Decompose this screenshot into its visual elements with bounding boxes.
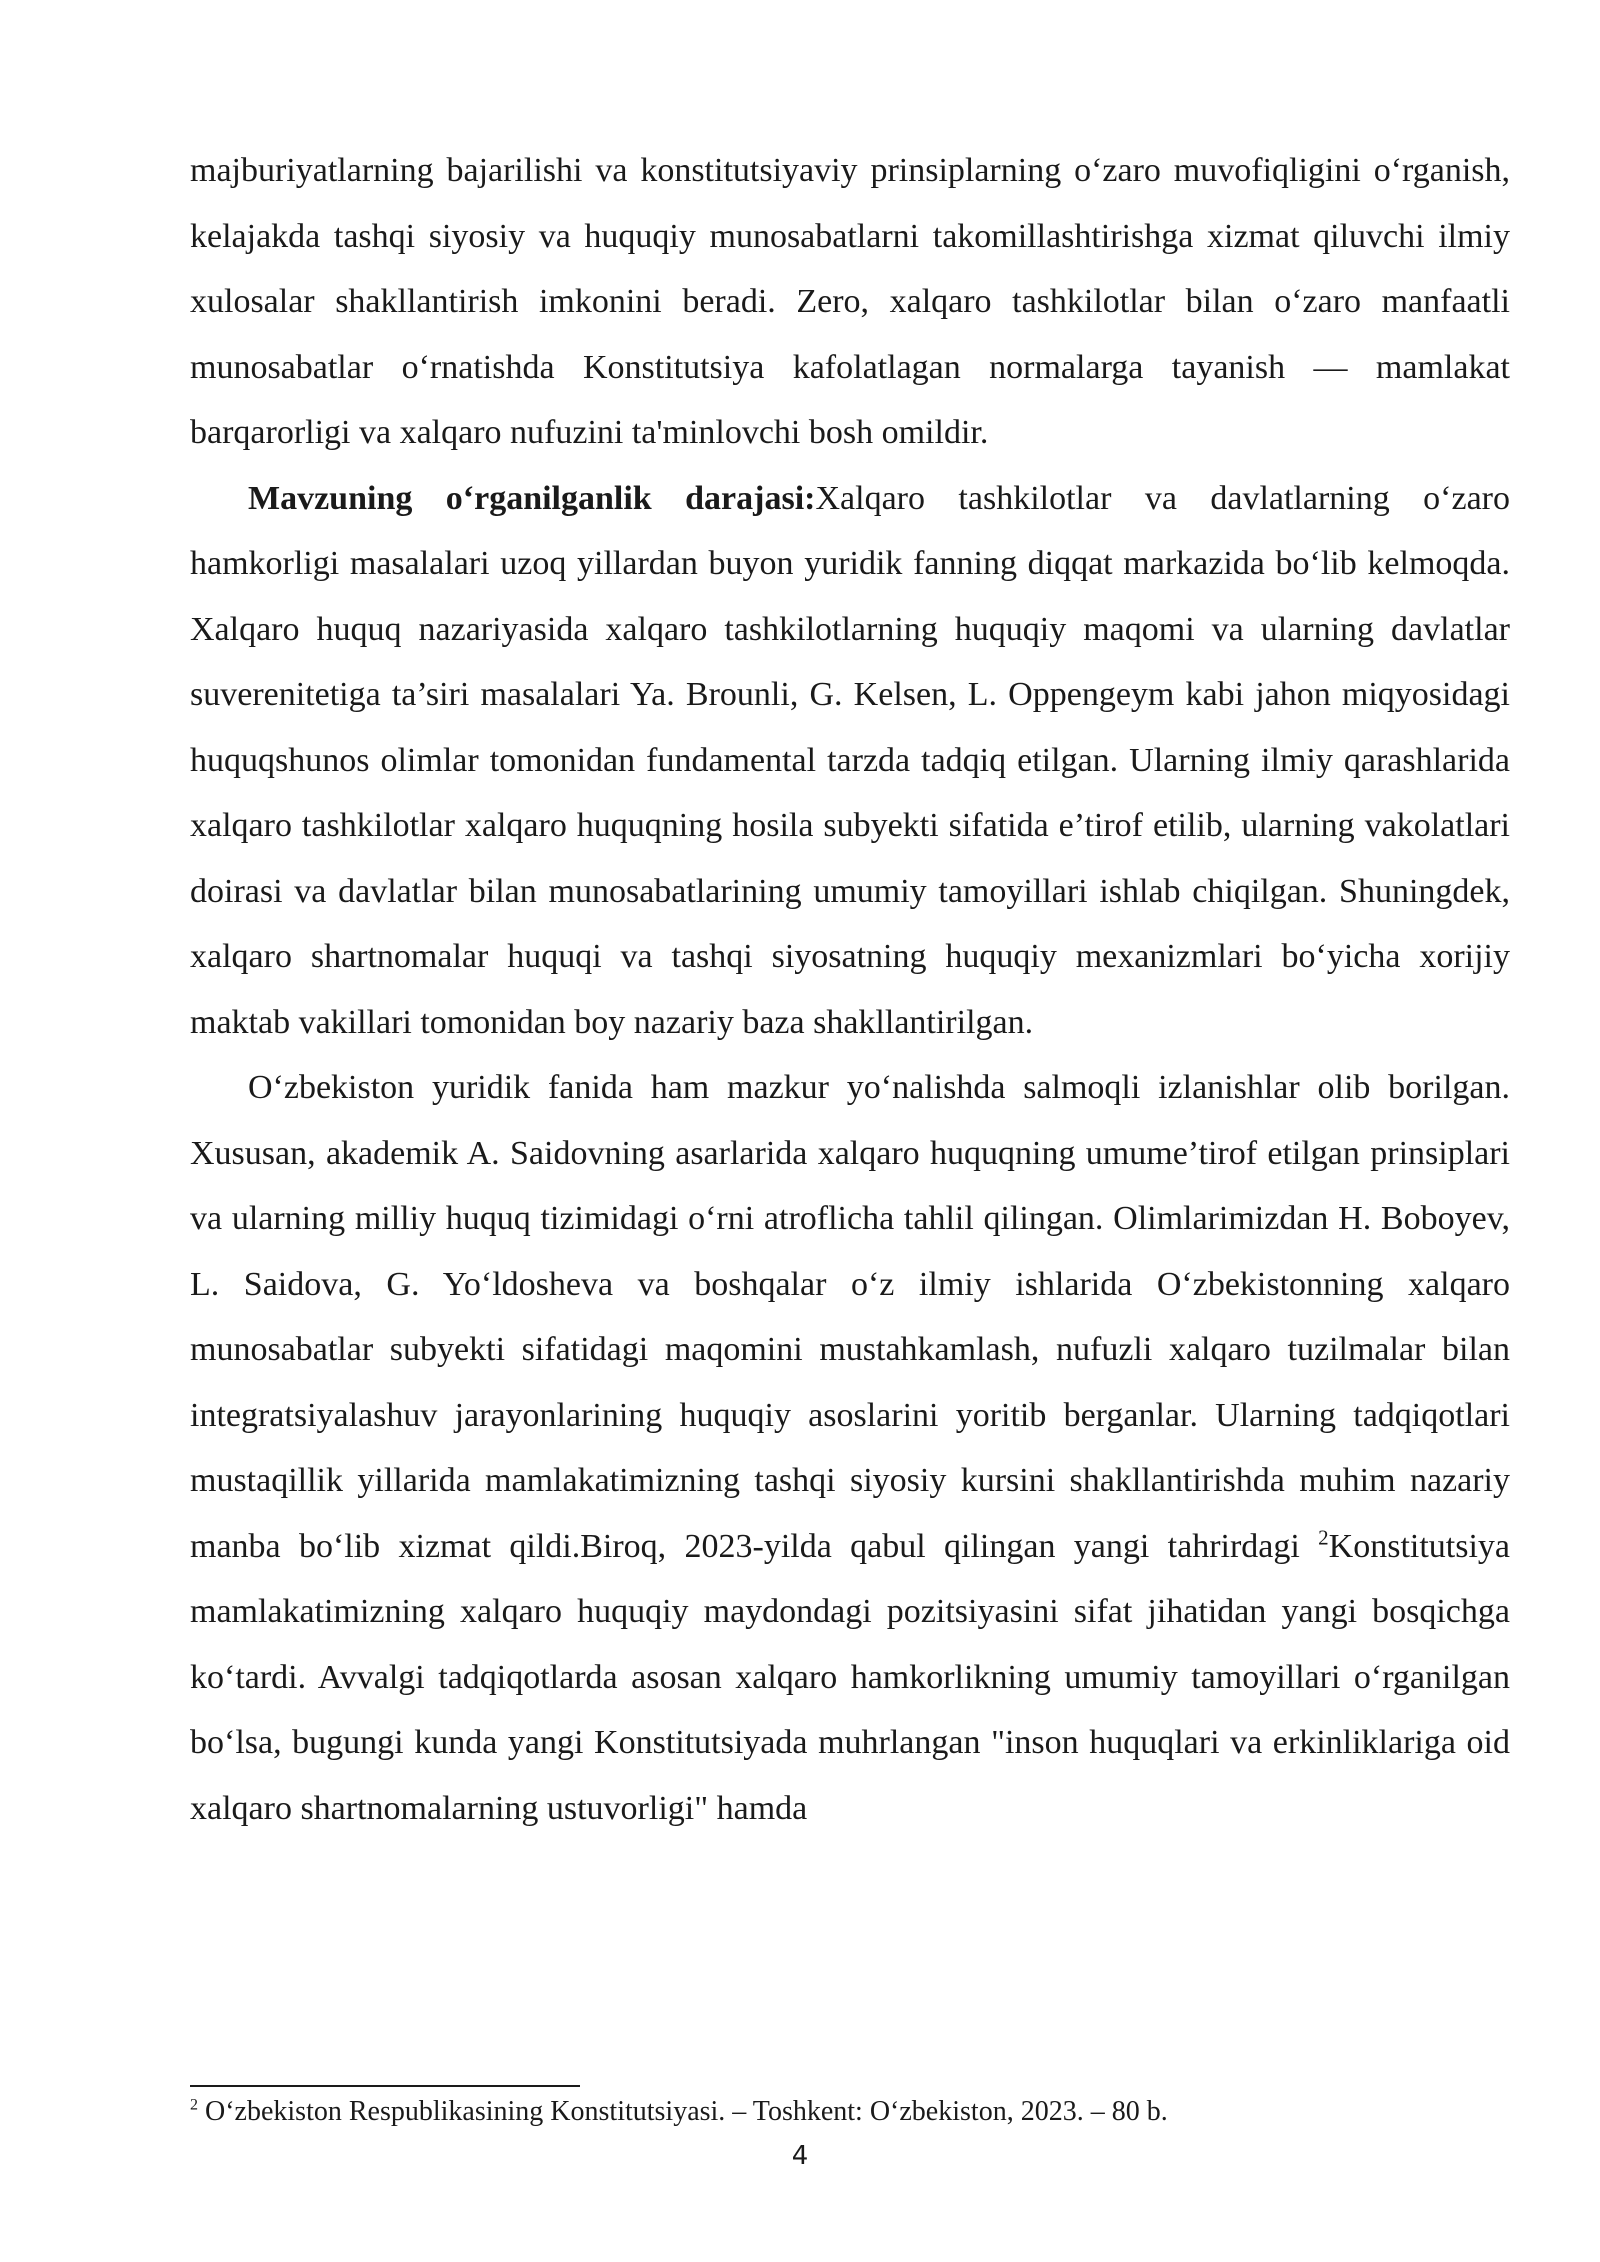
paragraph-uzbek-research: [190, 1055, 1510, 1841]
page-number: 4: [791, 2141, 809, 2171]
footnote: [190, 2094, 1510, 2130]
paragraph-intro: [190, 138, 1510, 466]
section-heading: Mavzuning o‘rganilganlik darajasi:: [248, 479, 816, 517]
paragraph-research-degree: [190, 466, 1510, 1056]
footnote-separator: [190, 2085, 580, 2087]
paragraph-uzbek-research-text-after: Konstitutsiya mamlakatimizning xalqaro huquqiy maydondagi pozitsiyasini sifat jihatidan yangi bosqichga ko‘tardi. Avvalgi tadqiqotlarda asosan xalqaro hamkorlikning umumiy tamoyillari o‘rganilgan bo‘lsa, bugungi kunda yangi Konstitutsiyada muhrlangan "inson huquqlari va erkinliklariga oid xalqaro shartnomalarning ustuvorligi" hamda: [190, 1527, 1510, 1827]
footnote-reference[interactable]: 2: [1318, 1525, 1329, 1550]
paragraph-intro-text: majburiyatlarning bajarilishi va konstitutsiyaviy prinsiplarning o‘zaro muvofiqligini o‘rganish, kelajakda tashqi siyosiy va huquqiy munosabatlarni takomillashtirishga xizmat qiluvchi ilmiy xulosalar shakllantirish imkonini beradi. Zero, xalqaro tashkilotlar bilan o‘zaro manfaatli munosabatlar o‘rnatishda Konstitutsiya kafolatlagan normalarga tayanish — mamlakat barqarorligi va xalqaro nufuzini ta'minlovchi bosh omildir.: [190, 152, 1510, 451]
footnote-text: O‘zbekiston Respublikasining Konstitutsiyasi. – Toshkent: O‘zbekiston, 2023. – 80 b.: [198, 2096, 1168, 2127]
paragraph-research-degree-text: Xalqaro tashkilotlar va davlatlarning o‘zaro hamkorligi masalalari uzoq yillardan buyon yuridik fanning diqqat markazida bo‘lib kelmoqda. Xalqaro huquq nazariyasida xalqaro tashkilotlarning huquqiy maqomi va ularning davlatlar suverenitetiga ta’siri masalalari Ya. Brounli, G. Kelsen, L. Oppengeym kabi jahon miqyosidagi huquqshunos olimlar tomonidan fundamental tarzda tadqiq etilgan. Ularning ilmiy qarashlarida xalqaro tashkilotlar xalqaro huquqning hosila subyekti sifatida e’tirof etilib, ularning vakolatlari doirasi va davlatlar bilan munosabatlarining umumiy tamoyillari ishlab chiqilgan. Shuningdek, xalqaro shartnomalar huquqi va tashqi siyosatning huquqiy mexanizmlari bo‘yicha xorijiy maktab vakillari tomonidan boy nazariy baza shakllantirilgan.: [190, 479, 1510, 1041]
paragraph-uzbek-research-text-before: O‘zbekiston yuridik fanida ham mazkur yo‘nalishda salmoqli izlanishlar olib borilgan. Xususan, akademik A. Saidovning asarlarida xalqaro huquqning umume’tirof etilgan prinsiplari va ularning milliy huquq tizimidagi o‘rni atroflicha tahlil qilingan. Olimlarimizdan H. Boboyev, L. Saidova, G. Yo‘ldosheva va boshqalar o‘z ilmiy ishlarida O‘zbekistonning xalqaro munosabatlar subyekti sifatidagi maqomini mustahkamlash, nufuzli xalqaro tuzilmalar bilan integratsiyalashuv jarayonlarining huquqiy asoslarini yoritib berganlar. Ularning tadqiqotlari mustaqillik yillarida mamlakatimizning tashqi siyosiy kursini shakllantirishda muhim nazariy manba bo‘lib xizmat qildi.Biroq, 2023-yilda qabul qilingan yangi tahrirdagi: [190, 1069, 1510, 1565]
footnote-marker: 2: [190, 2096, 198, 2114]
page-body: [190, 138, 1510, 1841]
